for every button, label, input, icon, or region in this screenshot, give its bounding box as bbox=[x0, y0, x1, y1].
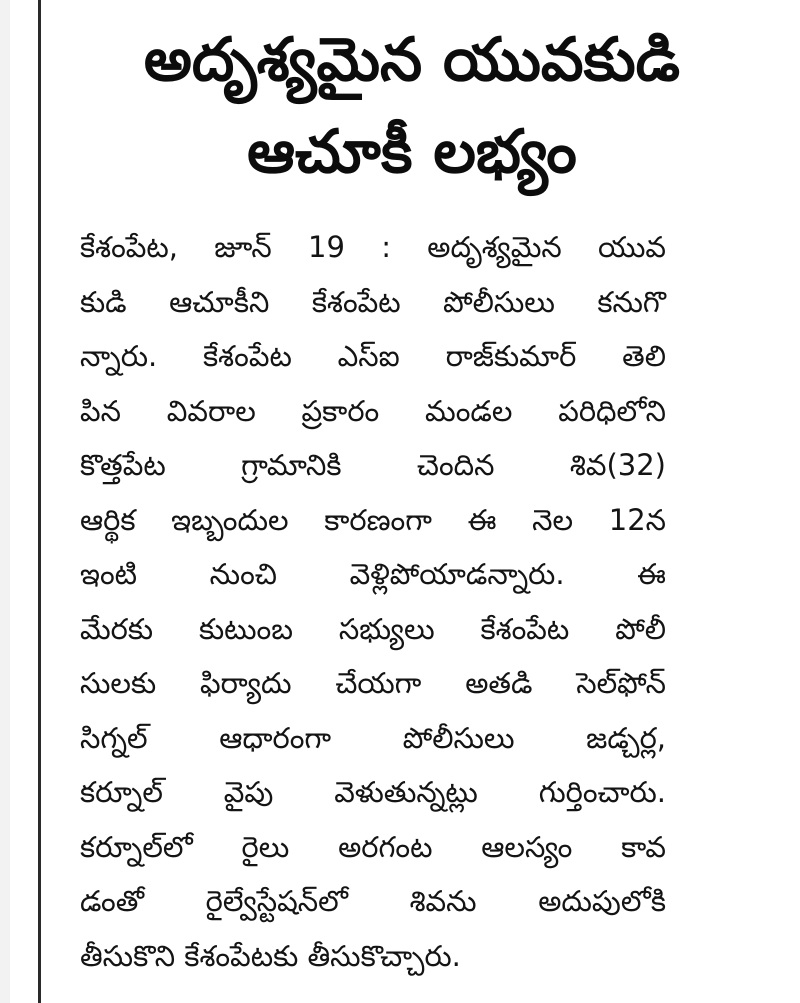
body-line-14: తీసుకొని కేశంపేటకు తీసుకొచ్చారు. bbox=[80, 938, 461, 973]
headline bbox=[72, 14, 752, 198]
body-line-8: మేరకు కుటుంబ సభ్యులు కేశంపేట పోలీ bbox=[80, 611, 666, 646]
news-article bbox=[72, 14, 752, 989]
body-line-9: సులకు ఫిర్యాదు చేయగా అతడి సెల్‌ఫోన్ bbox=[80, 666, 666, 700]
column-divider bbox=[38, 0, 41, 1003]
body-line-12: కర్నూల్‌లో రైలు అరగంట ఆలస్యం కావ bbox=[80, 829, 666, 864]
body-line-4: పిన వివరాల ప్రకారం మండల పరిధిలోని bbox=[80, 393, 666, 428]
body-line-3: న్నారు. కేశంపేట ఎస్ఐ రాజ్‌కుమార్ తెలి bbox=[80, 339, 666, 373]
page-edge bbox=[0, 0, 10, 1003]
body-line-13: డంతో రైల్వేస్టేషన్‌లో శివను అదుపులోకి bbox=[80, 884, 666, 918]
body-line-5: కొత్తపేట గ్రామానికి చెందిన శివ(32) bbox=[80, 448, 666, 482]
headline-line-2: ఆచూకీ లభ్యం bbox=[247, 117, 577, 187]
body-line-1: కేశంపేట, జూన్ 19 : అదృశ్యమైన యువ bbox=[80, 230, 666, 264]
body-line-10: సిగ్నల్ ఆధారంగా పోలీసులు జడ్చర్ల, bbox=[80, 720, 666, 755]
headline-line-1: అదృశ్యమైన యువకుడి bbox=[143, 25, 681, 95]
body-line-2: కుడి ఆచూకీని కేశంపేట పోలీసులు కనుగొ bbox=[80, 284, 666, 319]
body-line-7: ఇంటి నుంచి వెళ్లిపోయాడన్నారు. ఈ bbox=[80, 557, 666, 591]
body-line-11: కర్నూల్ వైపు వెళుతున్నట్లు గుర్తించారు. bbox=[80, 775, 666, 809]
body-line-6: ఆర్థిక ఇబ్బందుల కారణంగా ఈ నెల 12న bbox=[80, 502, 666, 537]
article-body bbox=[72, 220, 752, 983]
